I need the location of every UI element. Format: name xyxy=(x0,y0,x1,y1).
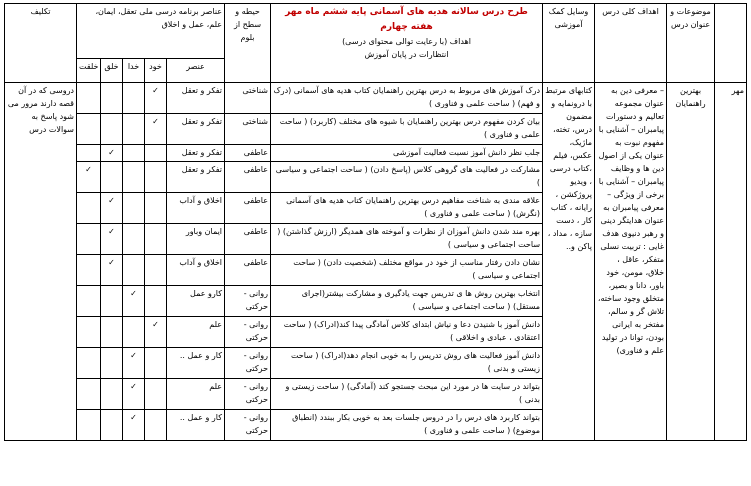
check-god xyxy=(123,145,145,162)
check-self xyxy=(145,162,167,193)
element-cell: تفکر و تعقل xyxy=(167,162,225,193)
tools-cell: کتابهای مرتبط با درونمایه و مضمون درس، تخته، ماژیک، عکس، فیلم ،کتاب درسی ، ویدیو پروژکشن ، رایانه ، کتاب کار ، دست سازه ، مداد ، پاکن و.. xyxy=(543,83,595,441)
plan-title: طرح درس سالانه هدیه های آسمانی پایه ششم ماه مهر هفته چهارم xyxy=(285,7,528,32)
check-god: ✓ xyxy=(123,348,145,379)
level-cell: روانی - حرکتی xyxy=(225,410,271,441)
tools-header: وسایل کمک آموزشی xyxy=(543,4,595,83)
expectations-subtitle: انتظارات در پایان آموزش xyxy=(364,50,449,59)
check-self xyxy=(145,255,167,286)
level-cell: عاطفی xyxy=(225,224,271,255)
element-cell: تفکر و تعقل xyxy=(167,145,225,162)
check-creature xyxy=(77,145,101,162)
homework-header: تکلیف xyxy=(5,4,77,83)
check-creature xyxy=(77,114,101,145)
rel-creature-header: خلقت xyxy=(77,59,101,83)
element-cell: کار و عمل .. xyxy=(167,348,225,379)
general-goals-header: اهداف کلی درس xyxy=(595,4,667,83)
check-self xyxy=(145,379,167,410)
check-creature xyxy=(77,379,101,410)
check-self xyxy=(145,145,167,162)
check-self: ✓ xyxy=(145,114,167,145)
element-cell: علم xyxy=(167,379,225,410)
level-cell: شناختی xyxy=(225,83,271,114)
check-creation: ✓ xyxy=(101,255,123,286)
check-creation xyxy=(101,162,123,193)
elements-header: عناصر برنامه درسی ملی تعقل، ایمان، علم، عمل و اخلاق xyxy=(77,4,225,59)
check-god: ✓ xyxy=(123,379,145,410)
month-header xyxy=(715,4,747,83)
goal-cell: دانش آموز با شنیدن دعا و نیاش ابتدای کلاس آمادگی پیدا کند(ادراک) ( ساحت اعتقادی ، عبادی و اخلاقی ) xyxy=(271,317,543,348)
check-self: ✓ xyxy=(145,317,167,348)
topic-header: موضوعات و عنوان درس xyxy=(667,4,715,83)
goal-cell: مشارکت در فعالیت های گروهی کلاس (پاسخ دادن) ( ساحت اجتماعی و سیاسی ) xyxy=(271,162,543,193)
check-creation xyxy=(101,286,123,317)
level-cell: عاطفی xyxy=(225,145,271,162)
check-creation: ✓ xyxy=(101,145,123,162)
check-god: ✓ xyxy=(123,410,145,441)
general-goals-cell: – معرفی دین به عنوان مجموعه تعالیم و دستورات پیامبران – آشنایی با مفهوم نبوت به عنوان یکی از اصول دین ها و وظایف پیامبران – آشنایی با برخی از ویژگی – معرفی پیامبران به عنوان هدایتگر دینی و رهبر دنیوی هدف غایی : تربیت نسلی متفکر، عاقل ، خلاق، مومن، خود باور، دانا و بصیر، متخلق وجود ساخته، تلاش گر و سالم، مفتخر به ایرانی بودن، توانا در تولید علم و فناوری) xyxy=(595,83,667,441)
check-creation xyxy=(101,379,123,410)
header-row xyxy=(5,4,747,59)
level-cell: عاطفی xyxy=(225,193,271,224)
level-cell: روانی - حرکتی xyxy=(225,379,271,410)
element-cell: تفکر و تعقل xyxy=(167,114,225,145)
element-cell: کار و عمل .. xyxy=(167,410,225,441)
domain-level-header: حیطه و سطح از بلوم xyxy=(225,4,271,83)
goal-cell: بهره مند شدن دانش آموزان از نظرات و آموخته های همدیگر (ارزش گذاشتن) ( ساحت اجتماعی و سیاسی ) xyxy=(271,224,543,255)
check-creature xyxy=(77,83,101,114)
goal-cell: بتواند در سایت ها در مورد این مبحث جستجو کند (آمادگی) ( ساحت زیستی و بدنی ) xyxy=(271,379,543,410)
goal-cell: درک آموزش های مربوط به درس بهترین راهنمایان کتاب هدیه های آسمانی (درک و فهم) ( ساحت علمی و فناوری ) xyxy=(271,83,543,114)
level-cell: روانی - حرکتی xyxy=(225,348,271,379)
check-god: ✓ xyxy=(123,286,145,317)
goal-cell: علاقه مندی به شناخت مفاهیم درس بهترین راهنمایان کتاب هدیه های آسمانی (نگرش) ( ساحت علمی و فناوری ) xyxy=(271,193,543,224)
element-cell: علم xyxy=(167,317,225,348)
goal-cell: بیان کردن مفهوم درس بهترین راهنمایان با شیوه های مختلف (کاربرد) ( ساحت علمی و فناوری ) xyxy=(271,114,543,145)
check-creation xyxy=(101,317,123,348)
goals-subtitle: اهداف (با رعایت توالی محتوای درسی) xyxy=(342,37,471,46)
goal-cell: بتواند کاربرد های درس را در دروس جلسات بعد به خوبی بکار ببندد (انطباق موضوع) ( ساحت علمی و فناوری ) xyxy=(271,410,543,441)
check-self xyxy=(145,410,167,441)
check-god xyxy=(123,83,145,114)
check-self xyxy=(145,224,167,255)
check-creation xyxy=(101,114,123,145)
check-god xyxy=(123,193,145,224)
homework-cell: دروسی که در آن قصه دارند مرور می شود پاسخ به سوالات درس xyxy=(5,83,77,441)
rel-creation-header: خلق xyxy=(101,59,123,83)
rel-self-header: خود xyxy=(145,59,167,83)
check-god xyxy=(123,162,145,193)
check-creation xyxy=(101,410,123,441)
check-creature xyxy=(77,193,101,224)
level-cell: روانی - حرکتی xyxy=(225,286,271,317)
element-cell: کارو عمل xyxy=(167,286,225,317)
element-cell: اخلاق و آداب xyxy=(167,193,225,224)
check-god xyxy=(123,317,145,348)
level-cell: عاطفی xyxy=(225,162,271,193)
check-creation xyxy=(101,83,123,114)
goal-cell: نشان دادن رفتار مناسب از خود در مواقع مختلف (شخصیت دادن) ( ساحت اجتماعی و سیاسی ) xyxy=(271,255,543,286)
check-creation xyxy=(101,348,123,379)
goals-header xyxy=(271,4,543,83)
check-self xyxy=(145,193,167,224)
lesson-plan-table xyxy=(4,3,747,441)
check-creature xyxy=(77,224,101,255)
check-creation: ✓ xyxy=(101,193,123,224)
element-cell: اخلاق و آداب xyxy=(167,255,225,286)
month-cell: مهر xyxy=(715,83,747,441)
check-creature xyxy=(77,317,101,348)
element-subheader: عنصر xyxy=(167,59,225,83)
check-self: ✓ xyxy=(145,83,167,114)
check-creature xyxy=(77,348,101,379)
goal-cell: دانش آموز فعالیت های روش تدریس را به خوبی انجام دهد(ادراک) ( ساحت زیستی و بدنی ) xyxy=(271,348,543,379)
level-cell: عاطفی xyxy=(225,255,271,286)
lesson-title-cell: بهترین راهنمایان xyxy=(667,83,715,441)
check-creature xyxy=(77,410,101,441)
element-cell: ایمان وباور xyxy=(167,224,225,255)
check-creation: ✓ xyxy=(101,224,123,255)
element-cell: تفکر و تعقل xyxy=(167,83,225,114)
table-row xyxy=(5,83,747,114)
goal-cell: جلب نظر دانش آموز نسبت فعالیت آموزشی xyxy=(271,145,543,162)
level-cell: شناختی xyxy=(225,114,271,145)
check-self xyxy=(145,286,167,317)
check-god xyxy=(123,224,145,255)
rel-god-header: خدا xyxy=(123,59,145,83)
check-creature xyxy=(77,286,101,317)
level-cell: روانی - حرکتی xyxy=(225,317,271,348)
check-god xyxy=(123,114,145,145)
check-self xyxy=(145,348,167,379)
check-god xyxy=(123,255,145,286)
goal-cell: انتخاب بهترین روش ها ی تدریس جهت یادگیری و مشارکت بیشتر(اجرای مستقل) ( ساحت اجتماعی و سیاسی ) xyxy=(271,286,543,317)
check-creature: ✓ xyxy=(77,162,101,193)
check-creature xyxy=(77,255,101,286)
